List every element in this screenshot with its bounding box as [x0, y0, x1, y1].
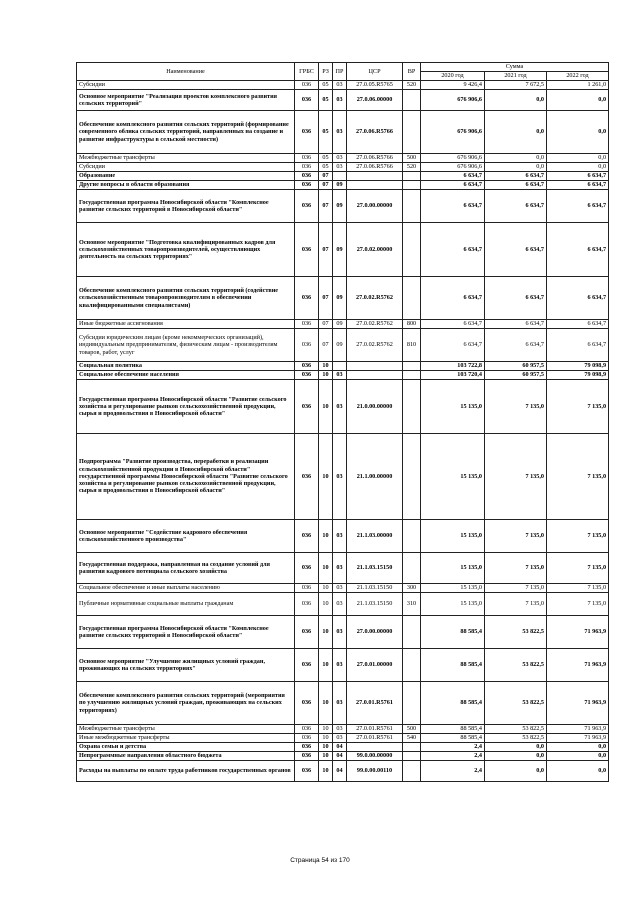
- vr-cell: 810: [403, 329, 421, 362]
- name-cell: Иные бюджетные ассигнования: [77, 320, 295, 329]
- amount-2020-cell: 6 634,7: [421, 223, 485, 277]
- grbs-cell: 036: [295, 616, 319, 649]
- csr-cell: 27.0.02.R5762: [347, 329, 403, 362]
- amount-2020-cell: 88 585,4: [421, 725, 485, 734]
- pr-cell: 03: [333, 371, 347, 380]
- amount-2020-cell: 676 906,6: [421, 163, 485, 172]
- amount-2022-cell: 6 634,7: [547, 277, 609, 320]
- csr-cell: 27.0.02.R5762: [347, 320, 403, 329]
- csr-cell: 27.0.01.R5761: [347, 682, 403, 725]
- vr-cell: [403, 520, 421, 553]
- amount-2021-cell: 7 135,0: [485, 380, 547, 434]
- grbs-cell: 036: [295, 277, 319, 320]
- name-cell: Непрограммные направления областного бюджета: [77, 752, 295, 761]
- table-row: [77, 329, 609, 362]
- csr-cell: 27.0.06.R5766: [347, 154, 403, 163]
- amount-2022-cell: 6 634,7: [547, 320, 609, 329]
- amount-2021-cell: 7 135,0: [485, 553, 547, 584]
- csr-cell: 99.0.00.00110: [347, 761, 403, 782]
- budget-table: [76, 62, 609, 782]
- vr-cell: [403, 90, 421, 111]
- table-row: [77, 163, 609, 172]
- amount-2022-cell: 71 963,9: [547, 725, 609, 734]
- pr-cell: 09: [333, 329, 347, 362]
- amount-2020-cell: 2,4: [421, 761, 485, 782]
- header-pr: ПР: [333, 63, 347, 81]
- amount-2021-cell: 6 634,7: [485, 329, 547, 362]
- rz-cell: 10: [319, 380, 333, 434]
- rz-cell: 07: [319, 320, 333, 329]
- pr-cell: [333, 362, 347, 371]
- csr-cell: [347, 743, 403, 752]
- pr-cell: 03: [333, 434, 347, 520]
- rz-cell: 05: [319, 81, 333, 90]
- rz-cell: 10: [319, 593, 333, 616]
- rz-cell: 10: [319, 725, 333, 734]
- table-row: [77, 520, 609, 553]
- grbs-cell: 036: [295, 725, 319, 734]
- rz-cell: 05: [319, 154, 333, 163]
- table-row: [77, 761, 609, 782]
- csr-cell: 27.0.01.00000: [347, 649, 403, 682]
- csr-cell: 21.0.00.00000: [347, 380, 403, 434]
- name-cell: Межбюджетные трансферты: [77, 154, 295, 163]
- amount-2021-cell: 0,0: [485, 154, 547, 163]
- csr-cell: [347, 371, 403, 380]
- table-row: [77, 649, 609, 682]
- grbs-cell: 036: [295, 223, 319, 277]
- pr-cell: 03: [333, 616, 347, 649]
- vr-cell: [403, 223, 421, 277]
- rz-cell: 10: [319, 761, 333, 782]
- amount-2022-cell: 71 963,9: [547, 616, 609, 649]
- grbs-cell: 036: [295, 743, 319, 752]
- csr-cell: 21.1.03.15150: [347, 593, 403, 616]
- name-cell: Основное мероприятие "Реализация проектов комплексного развития сельских территорий": [77, 90, 295, 111]
- amount-2021-cell: 7 672,5: [485, 81, 547, 90]
- pr-cell: 03: [333, 553, 347, 584]
- pr-cell: 03: [333, 154, 347, 163]
- amount-2021-cell: 53 822,5: [485, 682, 547, 725]
- csr-cell: 27.0.02.R5762: [347, 277, 403, 320]
- amount-2021-cell: 0,0: [485, 752, 547, 761]
- amount-2022-cell: 0,0: [547, 752, 609, 761]
- grbs-cell: 036: [295, 584, 319, 593]
- name-cell: Субсидии юридическим лицам (кроме некоммерческих организаций), индивидуальным предпринимателям, физическим лицам - производителям товаров, работ, услуг: [77, 329, 295, 362]
- grbs-cell: 036: [295, 649, 319, 682]
- vr-cell: [403, 649, 421, 682]
- amount-2020-cell: 15 135,0: [421, 584, 485, 593]
- table-row: [77, 743, 609, 752]
- pr-cell: 09: [333, 277, 347, 320]
- vr-cell: 500: [403, 154, 421, 163]
- amount-2021-cell: 7 135,0: [485, 434, 547, 520]
- grbs-cell: 036: [295, 172, 319, 181]
- name-cell: Социальная политика: [77, 362, 295, 371]
- amount-2022-cell: 0,0: [547, 111, 609, 154]
- grbs-cell: 036: [295, 761, 319, 782]
- csr-cell: 27.0.00.00000: [347, 190, 403, 223]
- csr-cell: 21.1.00.00000: [347, 434, 403, 520]
- table-row: [77, 734, 609, 743]
- amount-2021-cell: 6 634,7: [485, 223, 547, 277]
- vr-cell: 310: [403, 593, 421, 616]
- rz-cell: 10: [319, 649, 333, 682]
- table-row: [77, 111, 609, 154]
- amount-2021-cell: 7 135,0: [485, 520, 547, 553]
- header-sum: Сумма: [421, 63, 609, 72]
- pr-cell: 03: [333, 163, 347, 172]
- csr-cell: 21.1.03.15150: [347, 553, 403, 584]
- amount-2020-cell: 88 585,4: [421, 734, 485, 743]
- vr-cell: 800: [403, 320, 421, 329]
- vr-cell: 540: [403, 734, 421, 743]
- amount-2022-cell: 71 963,9: [547, 682, 609, 725]
- amount-2020-cell: 15 135,0: [421, 380, 485, 434]
- name-cell: Основное мероприятие "Содействие кадрового обеспечения сельскохозяйственного производства": [77, 520, 295, 553]
- table-row: [77, 752, 609, 761]
- name-cell: Образование: [77, 172, 295, 181]
- pr-cell: 03: [333, 593, 347, 616]
- rz-cell: 07: [319, 172, 333, 181]
- table-row: [77, 90, 609, 111]
- csr-cell: 27.0.01.R5761: [347, 725, 403, 734]
- grbs-cell: 036: [295, 81, 319, 90]
- amount-2022-cell: 79 098,9: [547, 371, 609, 380]
- rz-cell: 10: [319, 616, 333, 649]
- grbs-cell: 036: [295, 90, 319, 111]
- grbs-cell: 036: [295, 154, 319, 163]
- csr-cell: 27.0.06.00000: [347, 90, 403, 111]
- rz-cell: 10: [319, 520, 333, 553]
- header-rz: РЗ: [319, 63, 333, 81]
- name-cell: Основное мероприятие "Подготовка квалифицированных кадров для сельскохозяйственных товаропроизводителей, осуществляющих деятельность на сельских территориях": [77, 223, 295, 277]
- amount-2021-cell: 53 822,5: [485, 616, 547, 649]
- pr-cell: 09: [333, 190, 347, 223]
- amount-2021-cell: 53 822,5: [485, 725, 547, 734]
- csr-cell: 21.1.03.15150: [347, 584, 403, 593]
- header-csr: ЦСР: [347, 63, 403, 81]
- name-cell: Субсидии: [77, 81, 295, 90]
- rz-cell: 05: [319, 111, 333, 154]
- name-cell: Публичные нормативные социальные выплаты гражданам: [77, 593, 295, 616]
- amount-2020-cell: 676 906,6: [421, 90, 485, 111]
- grbs-cell: 036: [295, 111, 319, 154]
- amount-2022-cell: 71 963,9: [547, 734, 609, 743]
- table-row: [77, 181, 609, 190]
- csr-cell: 27.0.06.R5766: [347, 111, 403, 154]
- amount-2020-cell: 2,4: [421, 743, 485, 752]
- rz-cell: 10: [319, 371, 333, 380]
- grbs-cell: 036: [295, 371, 319, 380]
- name-cell: Обеспечение комплексного развития сельских территорий (содействие сельскохозяйственным товаропроизводителям в обеспечении квалифицированными специалистами): [77, 277, 295, 320]
- amount-2022-cell: 6 634,7: [547, 181, 609, 190]
- vr-cell: 300: [403, 584, 421, 593]
- amount-2021-cell: 0,0: [485, 90, 547, 111]
- vr-cell: [403, 172, 421, 181]
- rz-cell: 10: [319, 584, 333, 593]
- amount-2022-cell: 7 135,0: [547, 584, 609, 593]
- amount-2022-cell: 1 261,0: [547, 81, 609, 90]
- rz-cell: 05: [319, 163, 333, 172]
- name-cell: Обеспечение комплексного развития сельских территорий (мероприятия по улучшению жилищных условий граждан, проживающих на сельских территориях): [77, 682, 295, 725]
- vr-cell: [403, 111, 421, 154]
- pr-cell: 04: [333, 743, 347, 752]
- grbs-cell: 036: [295, 520, 319, 553]
- amount-2020-cell: 6 634,7: [421, 320, 485, 329]
- amount-2021-cell: 6 634,7: [485, 172, 547, 181]
- table-row: [77, 380, 609, 434]
- name-cell: Субсидии: [77, 163, 295, 172]
- table-row: [77, 81, 609, 90]
- amount-2020-cell: 88 585,4: [421, 616, 485, 649]
- pr-cell: 03: [333, 520, 347, 553]
- vr-cell: [403, 190, 421, 223]
- rz-cell: 05: [319, 90, 333, 111]
- vr-cell: [403, 761, 421, 782]
- amount-2022-cell: 79 098,9: [547, 362, 609, 371]
- csr-cell: 99.0.00.00000: [347, 752, 403, 761]
- vr-cell: [403, 616, 421, 649]
- csr-cell: [347, 181, 403, 190]
- pr-cell: 03: [333, 682, 347, 725]
- amount-2021-cell: 53 822,5: [485, 734, 547, 743]
- amount-2020-cell: 15 135,0: [421, 593, 485, 616]
- budget-sheet: [76, 62, 608, 782]
- amount-2021-cell: 0,0: [485, 761, 547, 782]
- amount-2022-cell: 0,0: [547, 743, 609, 752]
- amount-2022-cell: 7 135,0: [547, 553, 609, 584]
- vr-cell: [403, 752, 421, 761]
- pr-cell: 03: [333, 584, 347, 593]
- vr-cell: 520: [403, 163, 421, 172]
- grbs-cell: 036: [295, 329, 319, 362]
- rz-cell: 10: [319, 682, 333, 725]
- amount-2020-cell: 6 634,7: [421, 329, 485, 362]
- amount-2020-cell: 6 634,7: [421, 172, 485, 181]
- amount-2022-cell: 6 634,7: [547, 190, 609, 223]
- amount-2021-cell: 0,0: [485, 163, 547, 172]
- csr-cell: 27.0.01.R5761: [347, 734, 403, 743]
- amount-2021-cell: 0,0: [485, 743, 547, 752]
- table-row: [77, 371, 609, 380]
- name-cell: Государственная программа Новосибирской области "Комплексное развитие сельских территорий в Новосибирской области": [77, 616, 295, 649]
- vr-cell: [403, 380, 421, 434]
- grbs-cell: 036: [295, 163, 319, 172]
- csr-cell: 27.0.02.00000: [347, 223, 403, 277]
- amount-2020-cell: 15 135,0: [421, 434, 485, 520]
- vr-cell: [403, 553, 421, 584]
- amount-2020-cell: 676 906,6: [421, 111, 485, 154]
- amount-2021-cell: 7 135,0: [485, 584, 547, 593]
- table-row: [77, 553, 609, 584]
- vr-cell: [403, 181, 421, 190]
- pr-cell: 03: [333, 380, 347, 434]
- grbs-cell: 036: [295, 320, 319, 329]
- table-row: [77, 320, 609, 329]
- amount-2021-cell: 53 822,5: [485, 649, 547, 682]
- grbs-cell: 036: [295, 380, 319, 434]
- rz-cell: 10: [319, 553, 333, 584]
- rz-cell: 10: [319, 743, 333, 752]
- csr-cell: [347, 172, 403, 181]
- grbs-cell: 036: [295, 682, 319, 725]
- table-row: [77, 616, 609, 649]
- amount-2020-cell: 6 634,7: [421, 277, 485, 320]
- vr-cell: [403, 371, 421, 380]
- vr-cell: 520: [403, 81, 421, 90]
- amount-2022-cell: 7 135,0: [547, 380, 609, 434]
- table-row: [77, 725, 609, 734]
- name-cell: Подпрограмма "Развитие производства, переработки и реализации сельскохозяйственной продукции в Новосибирской области" государственной программы Новосибирской области "Развитие сельского хозяйства и регулирование рынков сельскохозяйственной продукции, сырья и продовольствия в Новосибирской области": [77, 434, 295, 520]
- amount-2022-cell: 6 634,7: [547, 223, 609, 277]
- amount-2021-cell: 7 135,0: [485, 593, 547, 616]
- amount-2022-cell: 0,0: [547, 761, 609, 782]
- table-row: [77, 154, 609, 163]
- rz-cell: 10: [319, 752, 333, 761]
- pr-cell: 03: [333, 725, 347, 734]
- grbs-cell: 036: [295, 190, 319, 223]
- page-number: Страница 54 из 170: [290, 857, 350, 864]
- csr-cell: 21.1.03.00000: [347, 520, 403, 553]
- vr-cell: 500: [403, 725, 421, 734]
- amount-2021-cell: 0,0: [485, 111, 547, 154]
- table-row: [77, 682, 609, 725]
- amount-2021-cell: 60 957,5: [485, 371, 547, 380]
- pr-cell: 09: [333, 223, 347, 277]
- rz-cell: 07: [319, 181, 333, 190]
- amount-2021-cell: 60 957,5: [485, 362, 547, 371]
- rz-cell: 07: [319, 329, 333, 362]
- amount-2020-cell: 103 720,4: [421, 371, 485, 380]
- csr-cell: 27.0.00.00000: [347, 616, 403, 649]
- rz-cell: 10: [319, 734, 333, 743]
- grbs-cell: 036: [295, 752, 319, 761]
- amount-2020-cell: 103 722,8: [421, 362, 485, 371]
- vr-cell: [403, 434, 421, 520]
- grbs-cell: 036: [295, 362, 319, 371]
- amount-2020-cell: 676 906,6: [421, 154, 485, 163]
- header-name: Наименование: [77, 63, 295, 81]
- pr-cell: 09: [333, 181, 347, 190]
- amount-2022-cell: 7 135,0: [547, 593, 609, 616]
- header-2021: 2021 год: [485, 72, 547, 81]
- table-row: [77, 593, 609, 616]
- header-grbs: ГРБС: [295, 63, 319, 81]
- name-cell: Другие вопросы в области образования: [77, 181, 295, 190]
- amount-2021-cell: 6 634,7: [485, 181, 547, 190]
- grbs-cell: 036: [295, 181, 319, 190]
- amount-2021-cell: 6 634,7: [485, 277, 547, 320]
- amount-2022-cell: 7 135,0: [547, 434, 609, 520]
- pr-cell: 04: [333, 761, 347, 782]
- table-row: [77, 277, 609, 320]
- pr-cell: 04: [333, 752, 347, 761]
- csr-cell: 27.0.06.R5766: [347, 163, 403, 172]
- pr-cell: 03: [333, 111, 347, 154]
- name-cell: Государственная поддержка, направленная на создание условий для развития кадрового потенциала сельского хозяйства: [77, 553, 295, 584]
- amount-2022-cell: 0,0: [547, 154, 609, 163]
- vr-cell: [403, 682, 421, 725]
- grbs-cell: 036: [295, 434, 319, 520]
- name-cell: Расходы на выплаты по оплате труда работников государственных органов: [77, 761, 295, 782]
- pr-cell: 03: [333, 649, 347, 682]
- vr-cell: [403, 362, 421, 371]
- rz-cell: 10: [319, 362, 333, 371]
- name-cell: Основное мероприятие "Улучшение жилищных условий граждан, проживающих на сельских территориях": [77, 649, 295, 682]
- rz-cell: 07: [319, 190, 333, 223]
- amount-2020-cell: 88 585,4: [421, 649, 485, 682]
- header-2022: 2022 год: [547, 72, 609, 81]
- table-row: [77, 434, 609, 520]
- amount-2022-cell: 6 634,7: [547, 329, 609, 362]
- rz-cell: 10: [319, 434, 333, 520]
- name-cell: Иные межбюджетные трансферты: [77, 734, 295, 743]
- name-cell: Социальное обеспечение и иные выплаты населению: [77, 584, 295, 593]
- amount-2022-cell: 71 963,9: [547, 649, 609, 682]
- name-cell: Охрана семьи и детства: [77, 743, 295, 752]
- amount-2020-cell: 88 585,4: [421, 682, 485, 725]
- name-cell: Социальное обеспечение населения: [77, 371, 295, 380]
- name-cell: Обеспечение комплексного развития сельских территорий (формирование современного облика сельских территорий, направленных на создание и развитие инфраструктуры в сельской местности): [77, 111, 295, 154]
- amount-2020-cell: 6 634,7: [421, 190, 485, 223]
- amount-2021-cell: 6 634,7: [485, 320, 547, 329]
- header-vr: ВР: [403, 63, 421, 81]
- amount-2020-cell: 2,4: [421, 752, 485, 761]
- amount-2022-cell: 6 634,7: [547, 172, 609, 181]
- pr-cell: 03: [333, 81, 347, 90]
- vr-cell: [403, 743, 421, 752]
- csr-cell: [347, 362, 403, 371]
- rz-cell: 07: [319, 277, 333, 320]
- header-row-top: [77, 63, 609, 72]
- grbs-cell: 036: [295, 553, 319, 584]
- table-row: [77, 584, 609, 593]
- pr-cell: [333, 172, 347, 181]
- name-cell: Государственная программа Новосибирской области "Развитие сельского хозяйства и регулирование рынков сельскохозяйственной продукции, сырья и продовольствия в Новосибирской области": [77, 380, 295, 434]
- grbs-cell: 036: [295, 593, 319, 616]
- pr-cell: 03: [333, 90, 347, 111]
- pr-cell: 09: [333, 320, 347, 329]
- name-cell: Государственная программа Новосибирской области "Комплексное развитие сельских территорий в Новосибирской области": [77, 190, 295, 223]
- pr-cell: 03: [333, 734, 347, 743]
- amount-2020-cell: 15 135,0: [421, 520, 485, 553]
- name-cell: Межбюджетные трансферты: [77, 725, 295, 734]
- amount-2020-cell: 6 634,7: [421, 181, 485, 190]
- table-row: [77, 190, 609, 223]
- table-row: [77, 172, 609, 181]
- vr-cell: [403, 277, 421, 320]
- amount-2022-cell: 7 135,0: [547, 520, 609, 553]
- grbs-cell: 036: [295, 734, 319, 743]
- header-2020: 2020 год: [421, 72, 485, 81]
- table-row: [77, 362, 609, 371]
- amount-2022-cell: 0,0: [547, 163, 609, 172]
- amount-2020-cell: 9 426,4: [421, 81, 485, 90]
- rz-cell: 07: [319, 223, 333, 277]
- table-row: [77, 223, 609, 277]
- amount-2022-cell: 0,0: [547, 90, 609, 111]
- amount-2021-cell: 6 634,7: [485, 190, 547, 223]
- csr-cell: 27.0.05.R5765: [347, 81, 403, 90]
- amount-2020-cell: 15 135,0: [421, 553, 485, 584]
